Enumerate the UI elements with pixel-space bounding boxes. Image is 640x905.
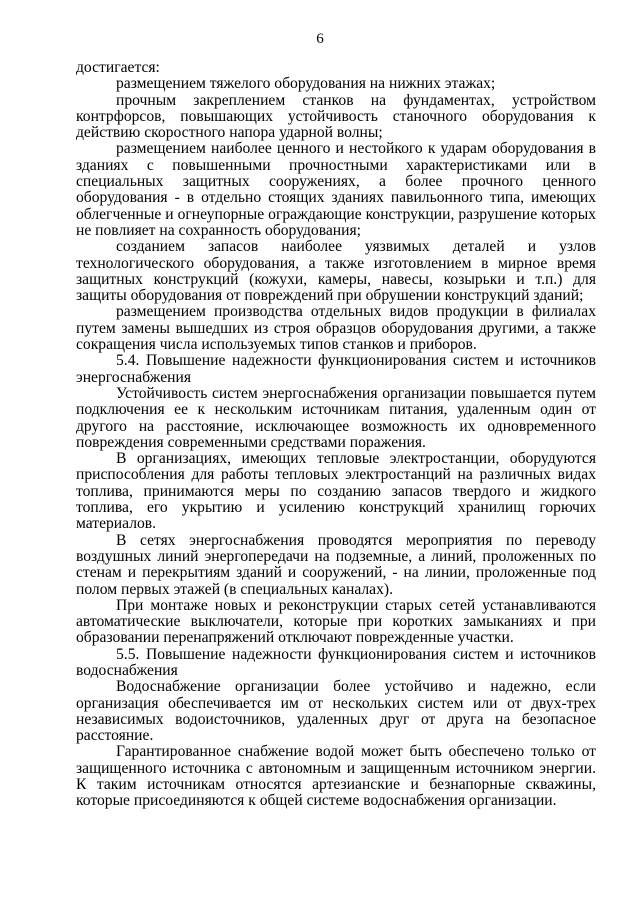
page-body — [76, 60, 596, 810]
paragraph-power-sources: Устойчивость систем энергоснабжения организации повышается путем подключения ее к нескольким источникам питания, удаленным один от другого на расстояние, исключающее возможность их одновременного повреждения современными средствами поражения. — [76, 384, 596, 451]
section-heading-5-5: 5.5. Повышение надежности функционирования систем и источников водоснабжения — [76, 645, 596, 679]
paragraph-circuit-breakers: При монтаже новых и реконструкции старых сетей устанавливаются автоматические выключатели, которые при коротких замыканиях и при образовании перенапряжений отключают поврежденные участки. — [76, 596, 596, 647]
list-item-valuable-equipment: размещением наиболее ценного и нестойкого к ударам оборудования в зданиях с повышенными прочностными характеристиками или в специальных защитных сооружениях, а более прочного ценного оборудования - в отдельно стоящих зданиях павильонного типа, имеющих облегченные и огнеупорные ограждающие конструкции, разрушение которых не повлияет на сохранность оборудования; — [76, 140, 596, 239]
page-number: 6 — [316, 31, 324, 47]
paragraph-guaranteed-water: Гарантированное снабжение водой может быть обеспечено только от защищенного источника с автономным и защищенным источником энергии. К таким источникам относятся артезианские и безнапорные скважины, которые присоединяются к общей системе водоснабжения организации. — [76, 743, 596, 810]
paragraph-intro: достигается: — [76, 59, 160, 76]
list-item-heavy-equipment: размещением тяжелого оборудования на нижних этажах; — [116, 75, 496, 93]
section-heading-5-4: 5.4. Повышение надежности функционирования систем и источников энергоснабжения — [76, 352, 596, 386]
paragraph-power-lines: В сетях энергоснабжения проводятся мероприятия по переводу воздушных линий энергопередачи на подземные, а линий, проложенных по стенам и перекрытиям зданий и сооружений, - на линии, проложенные под полом первых этажей (в специальных каналах). — [76, 531, 596, 598]
list-item-spare-parts: созданием запасов наиболее уязвимых деталей и узлов технологического оборудования, а также изготовлением в мирное время защитных конструкций (кожухи, камеры, навесы, козырьки и т.п.) для защиты оборудования от повреждений при обрушении конструкций зданий; — [76, 238, 596, 305]
paragraph-thermal-plants: В организациях, имеющих тепловые электростанции, оборудуются приспособления для работы тепловых электростанций на различных видах топлива, принимаются меры по созданию запасов твердого и жидкого топлива, его укрытию и усилению конструкций хранилищ горючих материалов. — [76, 450, 596, 533]
paragraph-water-systems: Водоснабжение организации более устойчиво и надежно, если организация обеспечивается им от нескольких систем или от двух-трех независимых водоисточников, удаленных друг от друга на безопасное расстояние. — [76, 678, 596, 745]
list-item-branch-production: размещением производства отдельных видов продукции в филиалах путем замены вышедших из строя образцов оборудования другими, а также сокращения числа используемых типов станков и приборов. — [76, 303, 596, 354]
list-item-machine-anchoring: прочным закреплением станков на фундаментах, устройством контрфорсов, повышающих устойчивость станочного оборудования к действию скоростного напора ударной волны; — [76, 91, 596, 142]
